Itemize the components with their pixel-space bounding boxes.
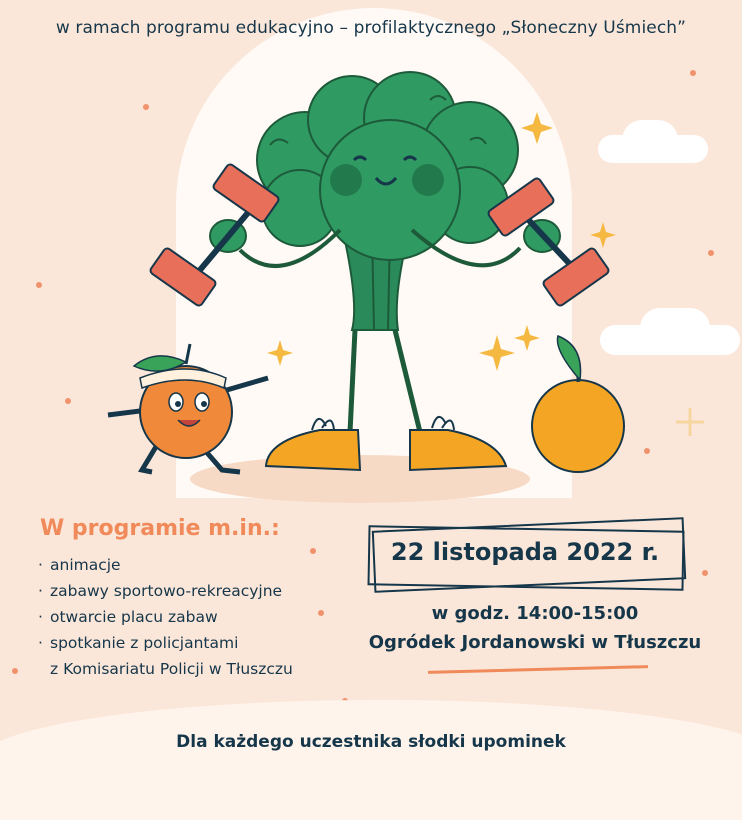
list-item-label: spotkanie z policjantami <box>50 634 239 652</box>
decor-dot <box>310 548 316 554</box>
bullet-glyph: · <box>38 608 43 626</box>
decor-dot <box>12 668 18 674</box>
program-subtitle: w ramach programu edukacyjno – profilaktycznego „Słoneczny Uśmiech” <box>55 18 687 38</box>
bullet-glyph: · <box>38 556 43 574</box>
decor-dot <box>318 610 324 616</box>
bottom-wave <box>0 700 742 820</box>
list-item <box>38 578 293 604</box>
footer-note: Dla każdego uczestnika słodki upominek <box>176 732 566 752</box>
bullet-glyph: · <box>38 634 43 652</box>
list-item <box>38 552 293 578</box>
event-date: 22 listopada 2022 r. <box>390 538 660 566</box>
bullet-glyph: · <box>38 582 43 600</box>
orange-runner-illustration <box>108 344 268 472</box>
orange-fruit-illustration <box>532 336 624 472</box>
program-list <box>38 552 293 682</box>
event-place: Ogródek Jordanowski w Tłuszczu <box>368 632 702 653</box>
decor-dot <box>702 570 708 576</box>
list-item-label: animacje <box>50 556 121 574</box>
list-item-label: z Komisariatu Policji w Tłuszczu <box>50 660 293 678</box>
list-item <box>38 604 293 630</box>
list-item <box>38 656 293 682</box>
list-item <box>38 630 293 656</box>
list-item-label: otwarcie placu zabaw <box>50 608 218 626</box>
program-heading: W programie m.in.: <box>40 516 280 541</box>
sparkle-icon <box>676 408 704 436</box>
list-item-label: zabawy sportowo-rekreacyjne <box>50 582 283 600</box>
event-hours: w godz. 14:00-15:00 <box>431 603 639 624</box>
place-underline <box>428 665 648 674</box>
